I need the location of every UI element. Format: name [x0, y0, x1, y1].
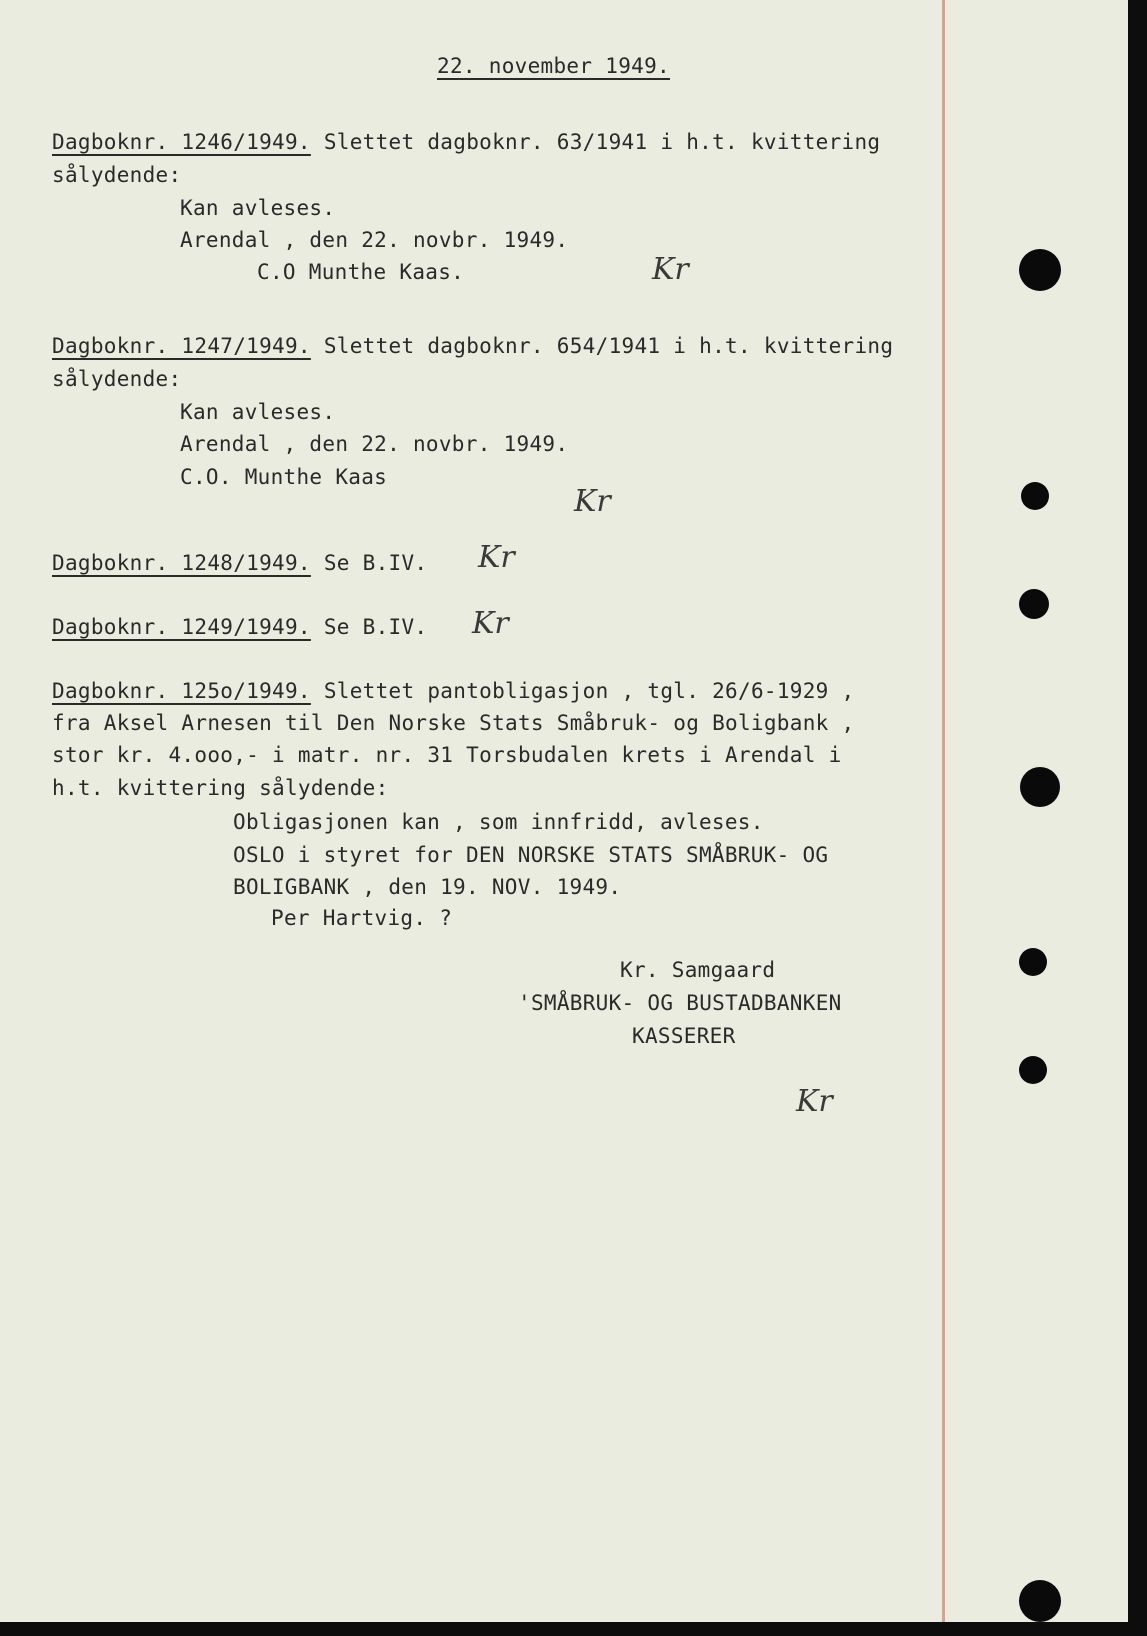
initials-signature: Kr	[472, 606, 509, 641]
entry-line: KASSERER	[632, 1024, 736, 1048]
initials-signature: Kr	[478, 540, 515, 575]
entry-line: C.O. Munthe Kaas	[180, 465, 388, 489]
entry-1248	[52, 551, 427, 575]
entry-1247	[52, 334, 893, 358]
entry-text: Se B.IV.	[310, 615, 428, 639]
initials-signature: Kr	[574, 484, 611, 519]
entry-line: sålydende:	[52, 163, 182, 187]
entry-1246	[52, 130, 880, 154]
entry-line: C.O Munthe Kaas.	[257, 260, 465, 284]
entry-line: OSLO i styret for DEN NORSKE STATS SMÅBRUK- OG	[233, 843, 829, 867]
entry-line: Kan avleses.	[180, 196, 336, 220]
binder-hole	[1019, 948, 1047, 976]
entry-line: sålydende:	[52, 367, 182, 391]
page-date: 22. november 1949.	[437, 54, 670, 78]
entry-text: Se B.IV.	[310, 551, 428, 575]
entry-text: Slettet dagboknr. 654/1941 i h.t. kvittering	[310, 334, 894, 358]
entry-1250	[52, 679, 854, 703]
binder-hole	[1019, 589, 1049, 619]
entry-text: Slettet pantobligasjon , tgl. 26/6-1929 ,	[310, 679, 855, 703]
entry-line: Kan avleses.	[180, 400, 336, 424]
entry-line: stor kr. 4.ooo,- i matr. nr. 31 Torsbudalen krets i Arendal i	[52, 743, 842, 767]
entry-number: Dagboknr. 1249/1949.	[52, 615, 311, 639]
entry-line: h.t. kvittering sålydende:	[52, 776, 389, 800]
entry-line: 'SMÅBRUK- OG BUSTADBANKEN	[518, 991, 842, 1015]
entry-line: BOLIGBANK , den 19. NOV. 1949.	[233, 875, 622, 899]
binder-hole	[1019, 1580, 1061, 1622]
binder-hole	[1021, 482, 1049, 510]
initials-signature: Kr	[796, 1084, 833, 1119]
entry-number: Dagboknr. 1247/1949.	[52, 334, 311, 358]
entry-number: Dagboknr. 125o/1949.	[52, 679, 311, 703]
binder-hole	[1019, 249, 1061, 291]
entry-line: Obligasjonen kan , som innfridd, avleses.	[233, 810, 764, 834]
initials-signature: Kr	[652, 252, 689, 287]
margin-rule	[942, 0, 945, 1622]
entry-text: Slettet dagboknr. 63/1941 i h.t. kvittering	[310, 130, 881, 154]
entry-number: Dagboknr. 1248/1949.	[52, 551, 311, 575]
entry-number: Dagboknr. 1246/1949.	[52, 130, 311, 154]
binder-hole	[1020, 767, 1060, 807]
binder-hole	[1019, 1056, 1047, 1084]
entry-1249	[52, 615, 427, 639]
entry-line: fra Aksel Arnesen til Den Norske Stats Småbruk- og Boligbank ,	[52, 711, 855, 735]
entry-line: Per Hartvig. ?	[271, 906, 453, 930]
entry-line: Arendal , den 22. novbr. 1949.	[180, 432, 569, 456]
entry-line: Kr. Samgaard	[620, 958, 776, 982]
entry-line: Arendal , den 22. novbr. 1949.	[180, 228, 569, 252]
